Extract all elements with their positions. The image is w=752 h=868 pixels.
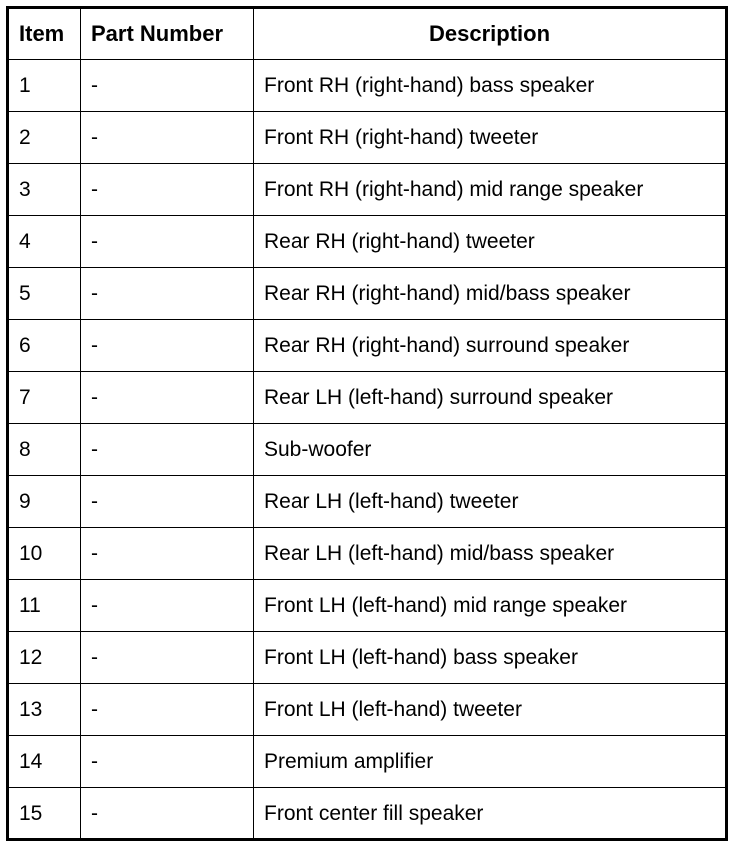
- table-row: [8, 320, 727, 372]
- cell-description: Sub-woofer: [254, 424, 727, 476]
- header-part-number: Part Number: [81, 8, 254, 60]
- header-description: Description: [254, 8, 727, 60]
- cell-description: Rear LH (left-hand) tweeter: [254, 476, 727, 528]
- cell-description: Rear LH (left-hand) mid/bass speaker: [254, 528, 727, 580]
- table-row: [8, 684, 727, 736]
- table-row: [8, 216, 727, 268]
- cell-part-number: -: [81, 372, 254, 424]
- cell-item: 14: [8, 736, 81, 788]
- table-body: [8, 60, 727, 840]
- table-header: [8, 8, 727, 60]
- cell-item: 9: [8, 476, 81, 528]
- cell-part-number: -: [81, 164, 254, 216]
- cell-description: Rear RH (right-hand) tweeter: [254, 216, 727, 268]
- cell-item: 3: [8, 164, 81, 216]
- cell-description: Front LH (left-hand) tweeter: [254, 684, 727, 736]
- cell-part-number: -: [81, 632, 254, 684]
- cell-description: Rear RH (right-hand) surround speaker: [254, 320, 727, 372]
- table-row: [8, 528, 727, 580]
- cell-item: 11: [8, 580, 81, 632]
- cell-item: 13: [8, 684, 81, 736]
- cell-description: Front center fill speaker: [254, 788, 727, 840]
- cell-description: Rear LH (left-hand) surround speaker: [254, 372, 727, 424]
- header-item: Item: [8, 8, 81, 60]
- table-row: [8, 112, 727, 164]
- cell-part-number: -: [81, 216, 254, 268]
- cell-item: 2: [8, 112, 81, 164]
- cell-description: Front LH (left-hand) bass speaker: [254, 632, 727, 684]
- table-row: [8, 632, 727, 684]
- cell-part-number: -: [81, 112, 254, 164]
- cell-description: Front RH (right-hand) tweeter: [254, 112, 727, 164]
- cell-part-number: -: [81, 528, 254, 580]
- table-row: [8, 476, 727, 528]
- cell-item: 1: [8, 60, 81, 112]
- cell-part-number: -: [81, 580, 254, 632]
- table-row: [8, 580, 727, 632]
- cell-item: 5: [8, 268, 81, 320]
- cell-item: 4: [8, 216, 81, 268]
- table-row: [8, 736, 727, 788]
- cell-part-number: -: [81, 788, 254, 840]
- cell-part-number: -: [81, 736, 254, 788]
- cell-part-number: -: [81, 684, 254, 736]
- cell-description: Front RH (right-hand) mid range speaker: [254, 164, 727, 216]
- cell-item: 6: [8, 320, 81, 372]
- cell-description: Rear RH (right-hand) mid/bass speaker: [254, 268, 727, 320]
- table-row: [8, 788, 727, 840]
- table-row: [8, 60, 727, 112]
- cell-part-number: -: [81, 60, 254, 112]
- cell-item: 15: [8, 788, 81, 840]
- table-row: [8, 424, 727, 476]
- cell-part-number: -: [81, 476, 254, 528]
- table-row: [8, 164, 727, 216]
- cell-item: 7: [8, 372, 81, 424]
- table-row: [8, 372, 727, 424]
- cell-description: Front LH (left-hand) mid range speaker: [254, 580, 727, 632]
- cell-part-number: -: [81, 268, 254, 320]
- parts-table: [6, 6, 728, 841]
- cell-description: Premium amplifier: [254, 736, 727, 788]
- cell-part-number: -: [81, 320, 254, 372]
- cell-item: 8: [8, 424, 81, 476]
- cell-description: Front RH (right-hand) bass speaker: [254, 60, 727, 112]
- cell-item: 12: [8, 632, 81, 684]
- cell-item: 10: [8, 528, 81, 580]
- header-row: [8, 8, 727, 60]
- cell-part-number: -: [81, 424, 254, 476]
- table-row: [8, 268, 727, 320]
